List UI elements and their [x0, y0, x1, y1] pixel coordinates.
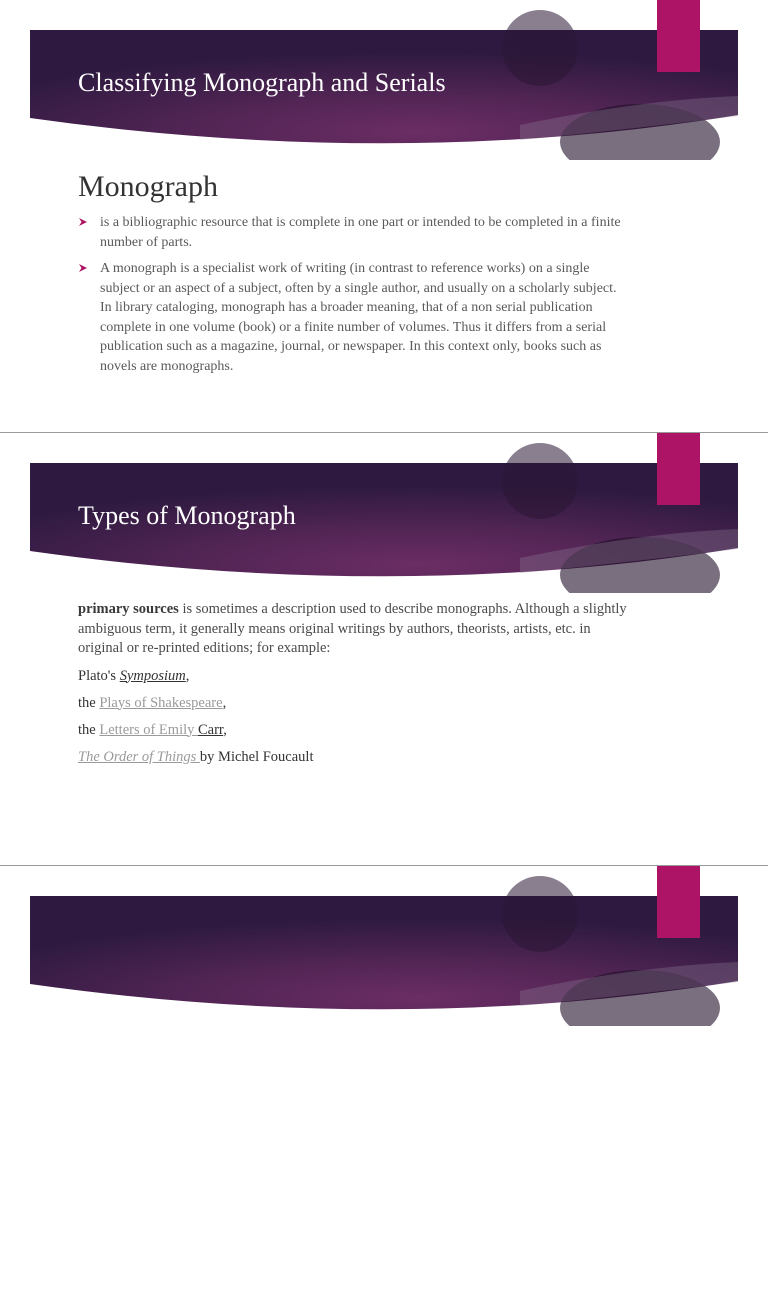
section-heading: Monograph — [78, 170, 218, 203]
example-prefix: Plato's — [78, 667, 120, 684]
slide-1 — [0, 0, 768, 432]
example-suffix: by Michel Foucault — [199, 748, 314, 765]
accent-tab — [657, 433, 700, 505]
title-banner — [0, 866, 768, 1026]
letters-of-emily-link[interactable]: Letters of Emily — [99, 721, 198, 738]
slide-3 — [0, 866, 768, 1298]
example-suffix: , — [223, 721, 227, 738]
slide-title: Classifying Monograph and Serials — [78, 68, 446, 97]
symposium-link[interactable]: Symposium — [119, 667, 186, 684]
example-prefix: the — [78, 721, 100, 738]
example-line — [78, 694, 628, 714]
example-line — [78, 721, 628, 741]
carr-link[interactable]: Carr — [198, 721, 224, 738]
bullet-text: A monograph is a specialist work of writing (in contrast to reference works) on a single subject or an aspect of a subject, often by a single author, and usually on a scholarly subject. In library cataloging, monograph has a broader meaning, that of a non serial publication complete in one volume (book) or a finite number of volumes. Thus it differs from a serial publication such as a magazine, journal, or newspaper. In this context only, books such as novels are monographs. — [100, 261, 617, 374]
example-line — [78, 667, 628, 687]
slide-2 — [0, 433, 768, 865]
example-line — [78, 748, 628, 768]
bullet-item — [78, 259, 623, 376]
example-suffix: , — [222, 694, 227, 711]
accent-tab — [657, 0, 700, 72]
bullet-list — [78, 213, 623, 383]
bullet-text: is a bibliographic resource that is complete in one part or intended to be completed in a finite number of parts. — [100, 215, 621, 250]
intro-text: is sometimes a description used to describe monographs. Although a slightly ambiguous term, it generally means original writings by authors, theorists, artists, etc. in original or re-printed editions; for example: — [78, 601, 627, 656]
order-of-things-link[interactable]: The Order of Things — [78, 748, 200, 765]
example-prefix: the — [78, 694, 100, 711]
accent-tab — [657, 866, 700, 938]
arrow-bullet-icon — [78, 263, 88, 273]
term-bold: primary sources — [78, 601, 179, 617]
slide-title: Types of Monograph — [78, 501, 296, 530]
example-suffix: , — [185, 667, 190, 684]
slide-body — [78, 600, 628, 775]
bullet-item — [78, 213, 623, 252]
intro-paragraph — [78, 600, 628, 659]
plays-of-shakespeare-link[interactable]: Plays of Shakespeare — [99, 694, 223, 711]
arrow-bullet-icon — [78, 217, 88, 227]
